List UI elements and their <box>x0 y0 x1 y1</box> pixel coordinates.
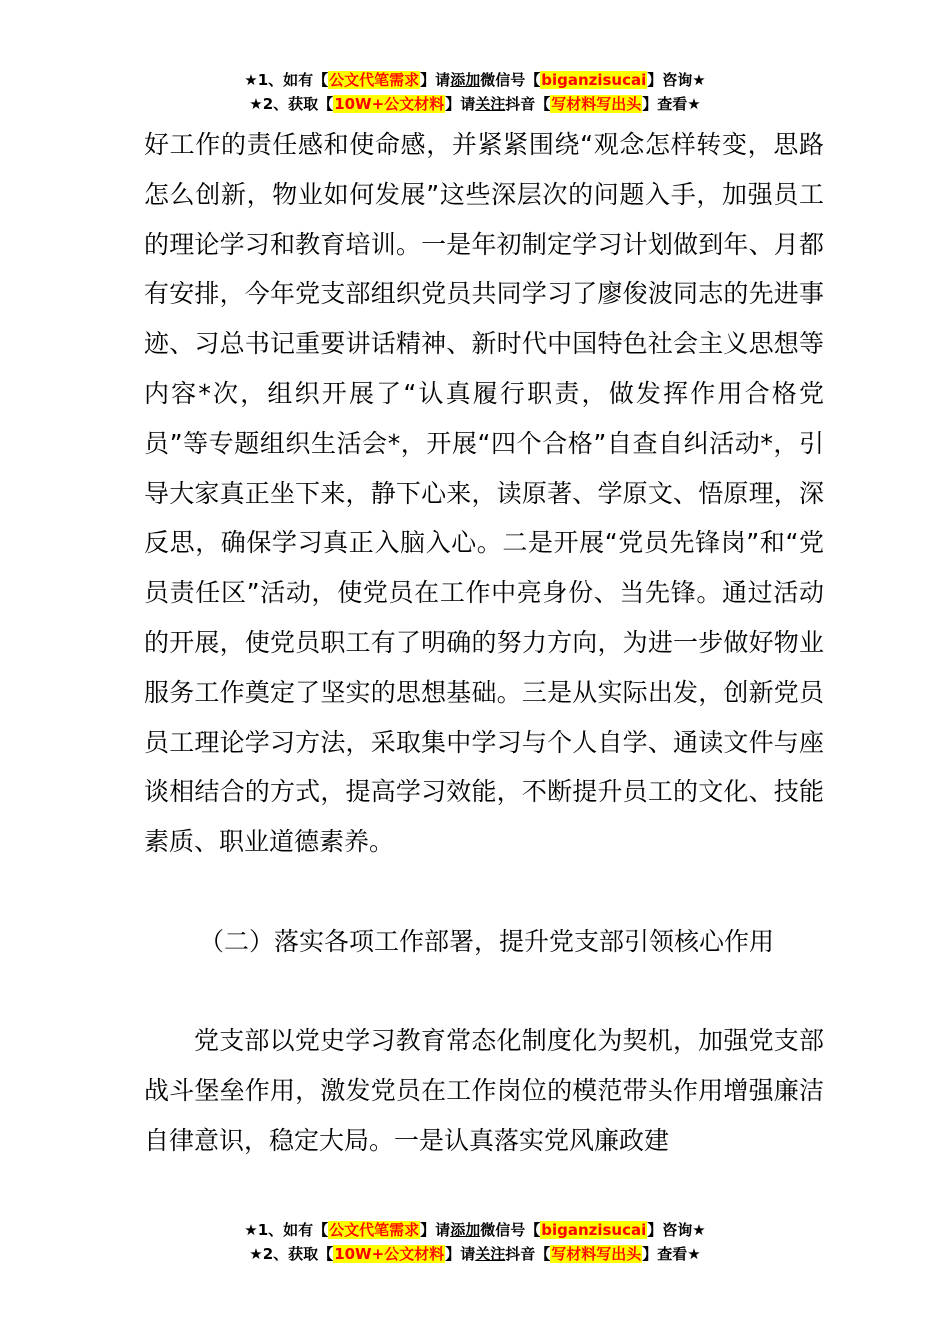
banner-line-1 <box>0 1218 950 1242</box>
banner-text: 】请 <box>420 1221 451 1239</box>
banner-underline: 添加 <box>450 71 481 89</box>
section-heading: （二）落实各项工作部署，提升党支部引领核心作用 <box>199 926 775 956</box>
banner-text: ★1、如有【 <box>244 71 329 89</box>
footer-banner <box>0 1218 950 1266</box>
banner-text: 】查看★ <box>642 1245 701 1263</box>
banner-highlight: 公文代笔需求 <box>329 1221 420 1239</box>
banner-highlight: 写材料写出头 <box>551 95 642 113</box>
body-paragraph: 党支部以党史学习教育常态化制度化为契机，加强党支部战斗堡垒作用，激发党员在工作岗位的模范带头作用增强廉洁自律意识，稳定大局。一是认真落实党风廉政建 <box>144 1026 824 1155</box>
banner-highlight: 公文代笔需求 <box>329 71 420 89</box>
document-body <box>144 120 824 1166</box>
banner-text: ★2、获取【 <box>249 95 334 113</box>
banner-text: ★1、如有【 <box>244 1221 329 1239</box>
banner-text: 】请 <box>445 1245 476 1263</box>
banner-text: 】查看★ <box>642 95 701 113</box>
banner-highlight: biganzisucai <box>541 71 647 89</box>
banner-highlight: 10W+公文材料 <box>334 95 445 113</box>
banner-line-2 <box>0 1242 950 1266</box>
banner-text: 微信号【 <box>480 1221 541 1239</box>
banner-highlight: 10W+公文材料 <box>334 1245 445 1263</box>
banner-text: 抖音【 <box>505 1245 551 1263</box>
banner-underline: 关注 <box>475 1245 506 1263</box>
banner-highlight: 写材料写出头 <box>551 1245 642 1263</box>
banner-underline: 添加 <box>450 1221 481 1239</box>
body-paragraph: 好工作的责任感和使命感，并紧紧围绕“观念怎样转变，思路怎么创新，物业如何发展”这些深层次的问题入手，加强员工的理论学习和教育培训。一是年初制定学习计划做到年、月都有安排，今年党支部组织党员共同学习了廖俊波同志的先进事迹、习总书记重要讲话精神、新时代中国特色社会主义思想等内容*次，组织开展了“认真履行职责，做发挥作用合格党员”等专题组织生活会*，开展“四个合格”自查自纠活动*，引导大家真正坐下来，静下心来，读原著、学原文、悟原理，深反思，确保学习真正入脑入心。二是开展“党员先锋岗”和“党员责任区”活动，使党员在工作中亮身份、当先锋。通过活动的开展，使党员职工有了明确的努力方向，为进一步做好物业服务工作奠定了坚实的思想基础。三是从实际出发，创新党员员工理论学习方法，采取集中学习与个人自学、通读文件与座谈相结合的方式，提高学习效能，不断提升员工的文化、技能素质、职业道德素养。 <box>144 130 824 857</box>
banner-text: 抖音【 <box>505 95 551 113</box>
banner-text: 】请 <box>420 71 451 89</box>
banner-line-1 <box>0 68 950 92</box>
banner-line-2 <box>0 92 950 116</box>
banner-text: 微信号【 <box>480 71 541 89</box>
banner-highlight: biganzisucai <box>541 1221 647 1239</box>
banner-text: 】咨询★ <box>647 71 706 89</box>
banner-text: 】请 <box>445 95 476 113</box>
banner-underline: 关注 <box>475 95 506 113</box>
header-banner <box>0 68 950 116</box>
banner-text: 】咨询★ <box>647 1221 706 1239</box>
banner-text: ★2、获取【 <box>249 1245 334 1263</box>
